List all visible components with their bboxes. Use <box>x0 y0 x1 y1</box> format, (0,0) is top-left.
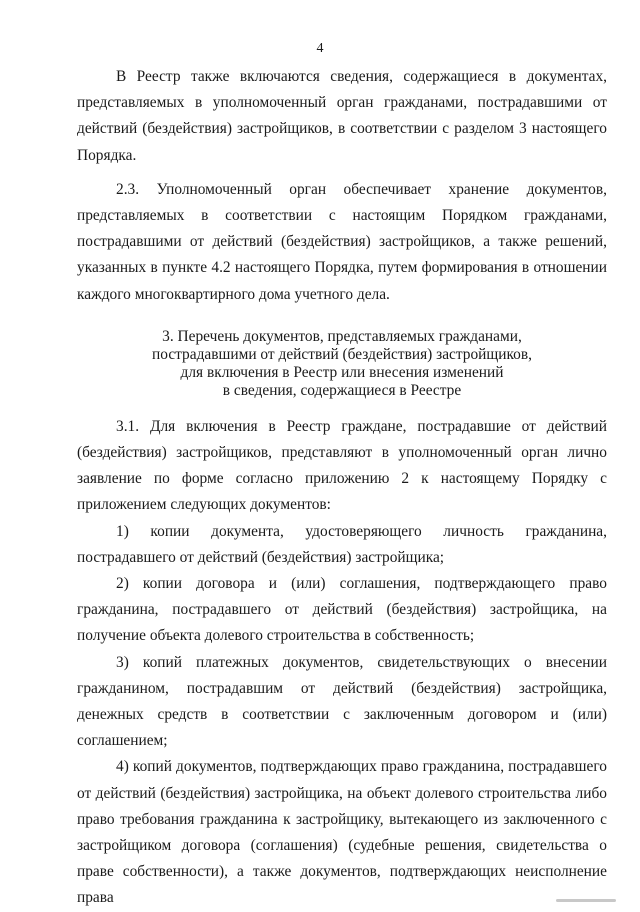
list-item-3: 3) копий платежных документов, свидетельствующих о внесении гражданином, пострадавшим от действий (бездействия) застройщика, денежных средств в соответствии с заключенным договором и (или) соглашением; <box>77 653 607 750</box>
section-heading-line: для включения в Реестр или внесения изменений <box>180 363 504 381</box>
paragraph-2-3: 2.3. Уполномоченный орган обеспечивает хранение документов, представляемых в соответствии с настоящим Порядком гражданами, пострадавшими от действий (бездействия) застройщиков, а также решений, указанных в пункте 4.2 настоящего Порядка, путем формирования в отношении каждого многоквартирного дома учетного дела. <box>77 180 607 303</box>
list-item-2: 2) копии договора и (или) соглашения, подтверждающего право гражданина, пострадавшего от действий (бездействия) застройщика, на получение объекта долевого строительства в собственность; <box>77 575 607 645</box>
scan-smudge <box>556 899 616 902</box>
document-body <box>77 64 607 912</box>
section-heading-line: 3. Перечень документов, представляемых гражданами, <box>162 327 522 345</box>
section-heading-line: в сведения, содержащиеся в Реестре <box>222 381 462 399</box>
list-item-4: 4) копий документов, подтверждающих право гражданина, пострадавшего от действий (бездействия) застройщика, на объект долевого строительства либо право требования гражданина к застройщику, вытекающего из заключенного с застройщиком договора (соглашения) (судебные решения, свидетельства о праве собственности), а также документов, подтверждающих неисполнение права <box>77 758 607 907</box>
section-heading-line: пострадавшими от действий (бездействия) застройщиков, <box>152 345 532 363</box>
section-3-heading <box>77 328 607 400</box>
paragraph-3-1: 3.1. Для включения в Реестр граждане, пострадавшие от действий (бездействия) застройщиков, представляют в уполномоченный орган лично заявление по форме согласно приложению 2 к настоящему Порядку с приложением следующих документов: <box>77 417 607 514</box>
page-number: 4 <box>316 41 324 56</box>
list-item-1: 1) копии документа, удостоверяющего личность гражданина, пострадавшего от действий (бездействия) застройщика; <box>77 522 607 566</box>
paragraph-registry-info: В Реестр также включаются сведения, содержащиеся в документах, представляемых в уполномоченный орган гражданами, пострадавшими от действий (бездействия) застройщиков, в соответствии с разделом 3 настоящего Порядка. <box>77 68 607 164</box>
